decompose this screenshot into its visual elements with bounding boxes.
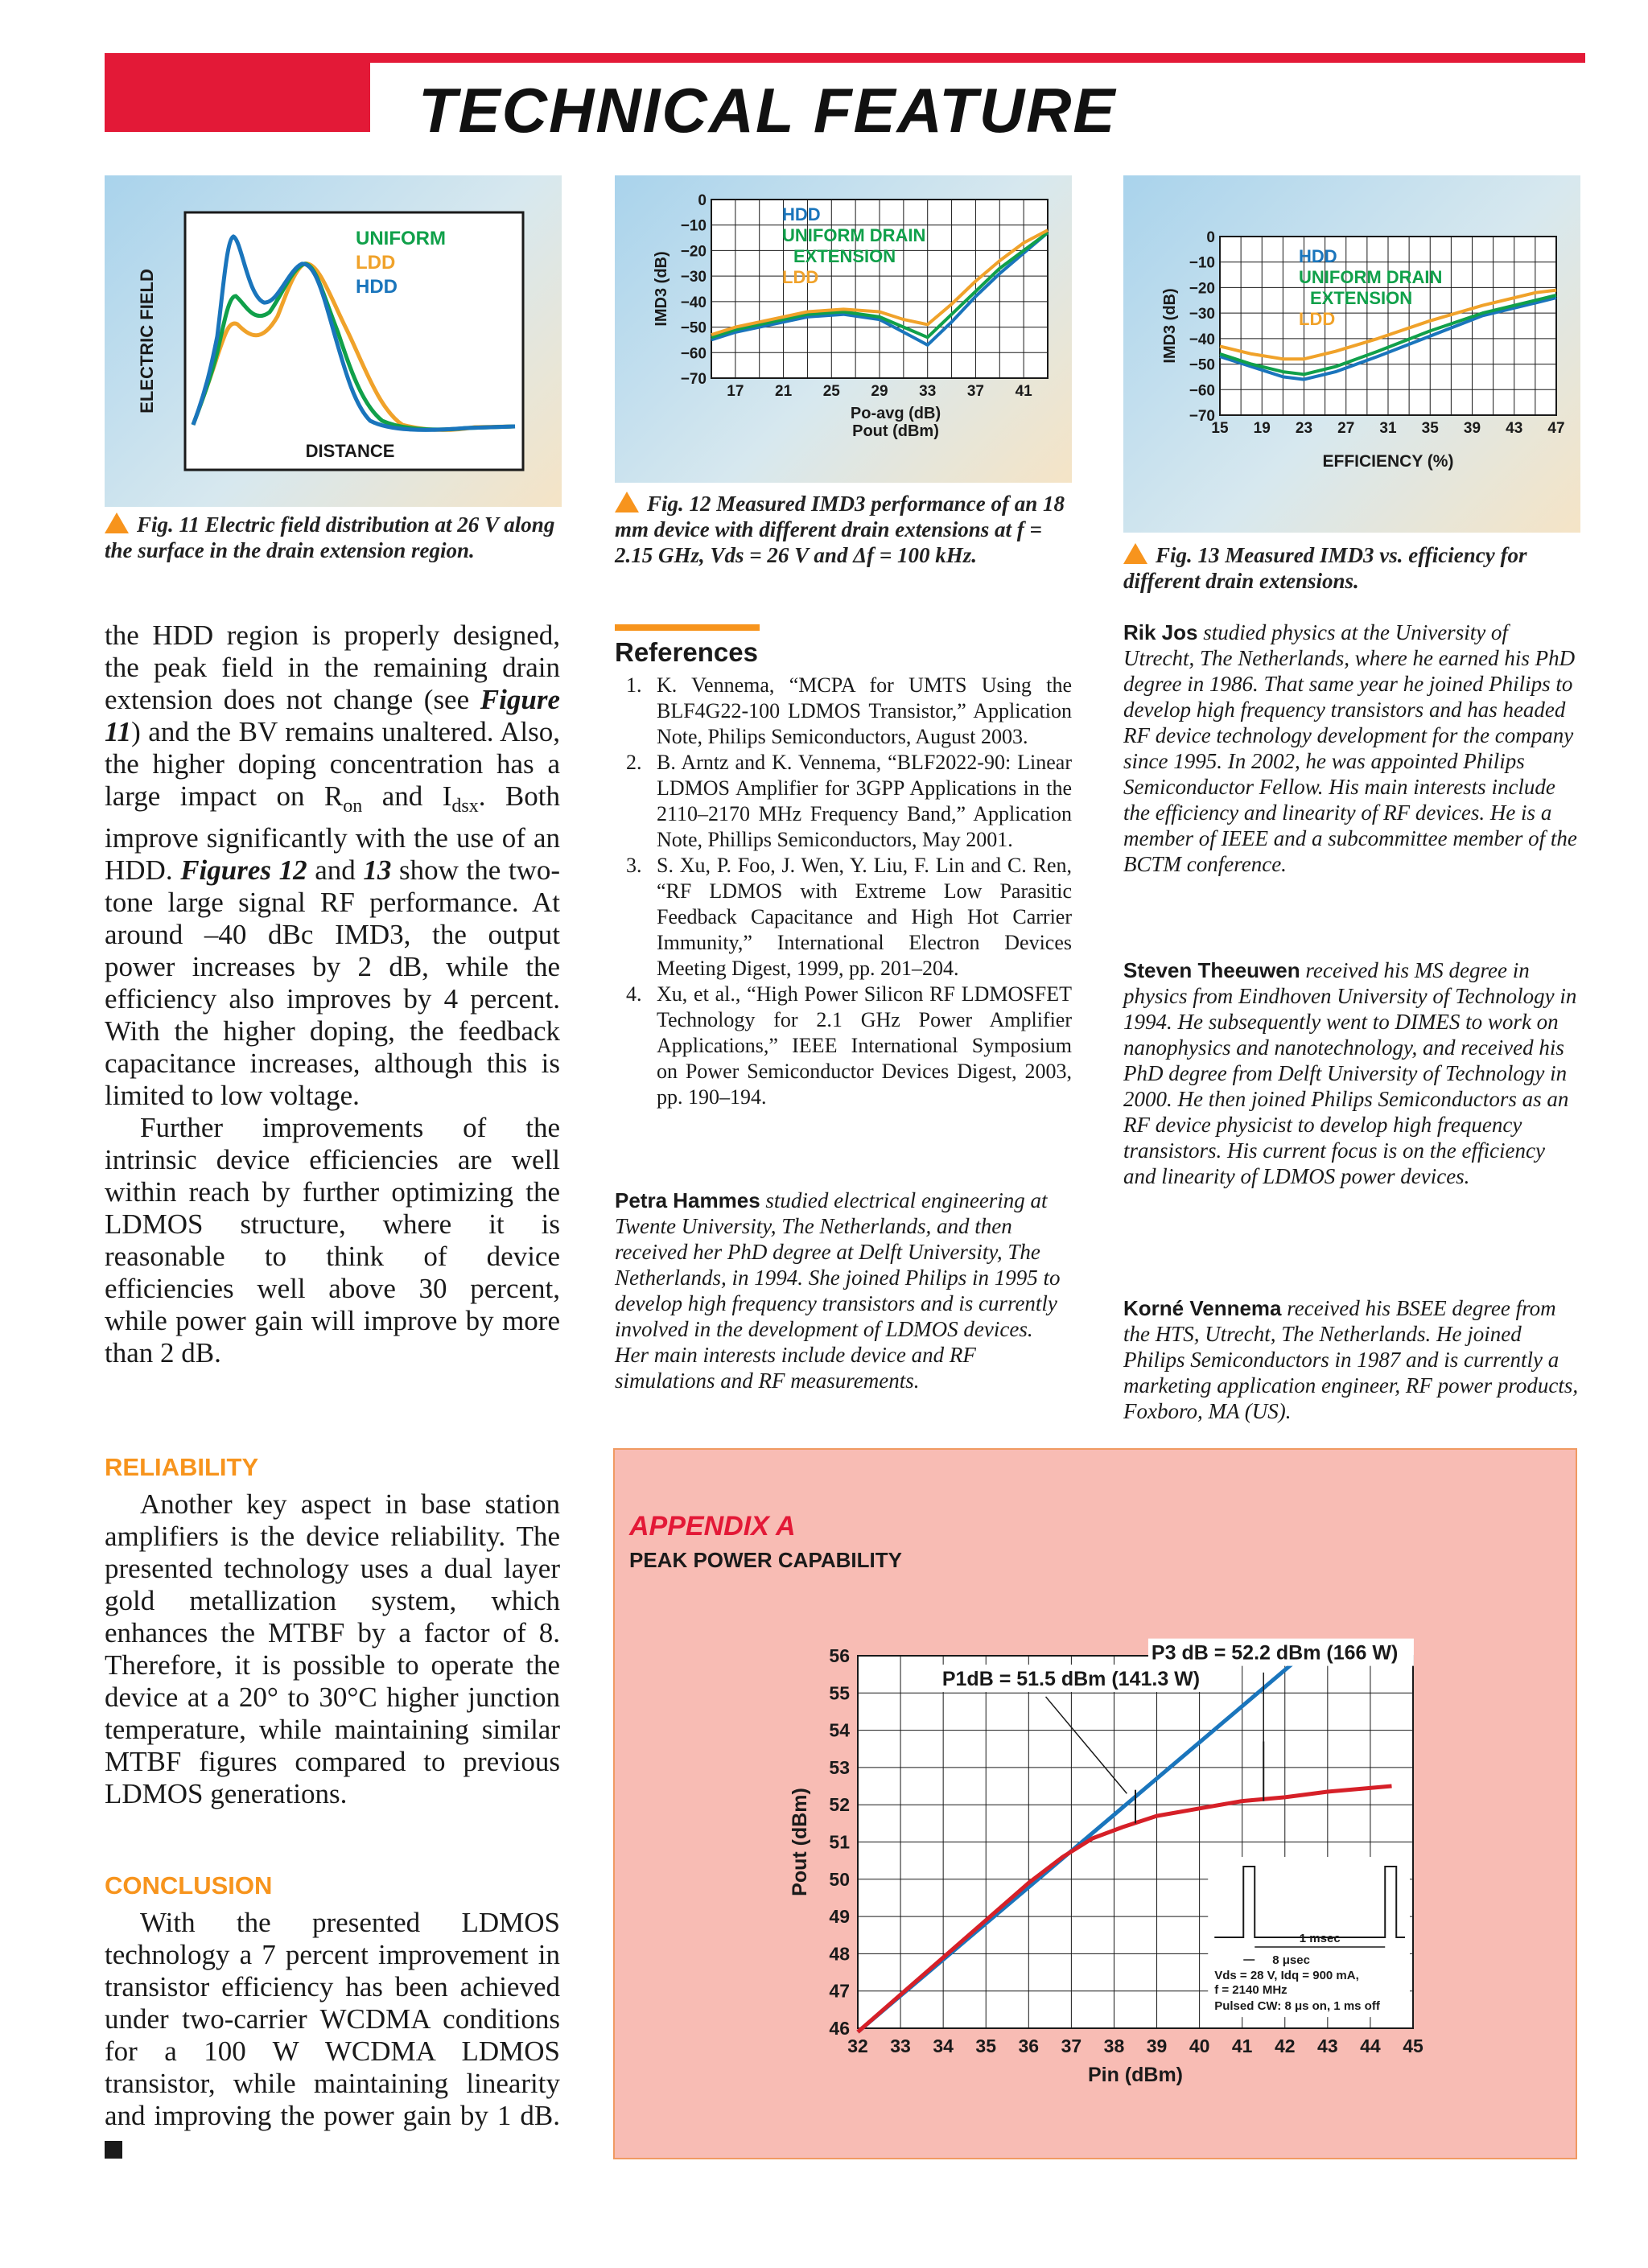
fig11-caption: Fig. 11 Electric field distribution at 26 V along the surface in the drain extension region. <box>105 512 555 562</box>
fig12-legend-label: HDD <box>782 204 821 224</box>
fig11-legend-uniform: UNIFORM <box>356 228 446 249</box>
fig12-ytick-label: −10 <box>680 217 707 235</box>
appendix-subtitle: PEAK POWER CAPABILITY <box>629 1548 902 1572</box>
paragraph: With the presented LDMOS technology a 7 percent improvement in transistor efficiency has been achieved under two-carrier WCDMA conditions for a 100 W WCDMA LDMOS transistor, while maintaining linearity and improving the power gain by 1 dB. <box>105 1907 560 2164</box>
fig13-ytick-label: −50 <box>1189 356 1215 374</box>
paragraph: Another key aspect in base station amplifiers is the device reliability. The presented technology uses a dual layer gold metallization system, which enhances the MTBF by a factor of 8. Therefore, it is possible to operate the device at a 20° to 30°C higher junction temperature, while maintaining similar MTBF figures compared to previous LDMOS generations. <box>105 1488 560 1809</box>
fig13-xtick-label: 31 <box>1379 420 1397 437</box>
bio-petra-hammes: Petra Hammes studied electrical engineering at Twente University, The Netherlands, and then received her PhD degree at Delft University, The Netherlands, in 1994. She joined Philips in 1995 to develop high frequency transistors and is currently involved in the development of LDMOS devices. Her main interests include device and RF simulations and RF measurements. <box>615 1188 1061 1393</box>
fig12-xtick-label: 41 <box>1015 383 1032 400</box>
fig12-ytick-label: −70 <box>680 371 707 388</box>
fig12-ytick-label: 0 <box>698 192 707 209</box>
appendix-ytick-label: 46 <box>829 2018 850 2039</box>
bio-korne-vennema: Korné Vennema received his BSEE degree from the HTS, Utrecht, The Netherlands. He joined Philips Semiconductors in 1987 and is currently a marketing application engineer, RF power products, Foxboro, MA (US). <box>1123 1296 1579 1423</box>
appendix-xtick-label: 36 <box>1018 2035 1040 2056</box>
fig12-xtick-label: 25 <box>822 383 840 400</box>
appendix-ytick-label: 55 <box>829 1682 850 1704</box>
section-heading-conclusion: CONCLUSION <box>105 1871 273 1900</box>
appendix-p1db-label: P1dB = 51.5 dBm (141.3 W) <box>941 1668 1201 1691</box>
appendix-ytick-label: 49 <box>829 1906 850 1928</box>
appendix-xtick-label: 41 <box>1231 2035 1253 2056</box>
appendix-ytick-label: 51 <box>829 1831 850 1853</box>
fig12-xtick-label: 33 <box>919 383 937 400</box>
fig12-xtick-label: 21 <box>775 383 793 400</box>
appendix-xtick-label: 44 <box>1360 2035 1381 2056</box>
fig12-xlabel: Po-avg (dB) <box>850 405 941 422</box>
section-heading-reliability: RELIABILITY <box>105 1453 259 1481</box>
fig12-ytick-label: −40 <box>680 294 707 311</box>
fig13-ytick-label: −40 <box>1189 331 1215 348</box>
appendix-ytick-label: 48 <box>829 1943 850 1965</box>
fig13-legend-label: HDD <box>1299 246 1337 266</box>
appendix-ytick-label: 52 <box>829 1794 850 1816</box>
appendix-xtick-label: 43 <box>1317 2035 1338 2056</box>
references-list <box>615 673 1072 1110</box>
fig13-ytick-label: −30 <box>1189 306 1215 323</box>
appendix-ytick-label: 50 <box>829 1868 850 1890</box>
fig12-ytick-label: −50 <box>680 319 707 337</box>
appendix-xtick-label: 34 <box>933 2035 954 2056</box>
body-conclusion <box>105 1907 560 2164</box>
appendix-inset-period: 1 msec <box>1299 1932 1341 1946</box>
fig13-caption: Fig. 13 Measured IMD3 vs. efficiency for different drain extensions. <box>1123 543 1527 593</box>
fig12-ylabel: IMD3 (dB) <box>653 251 670 327</box>
fig13-panel <box>1123 175 1580 533</box>
fig12-xtick-label: 29 <box>871 383 888 400</box>
appendix-xtick-label: 32 <box>847 2035 868 2056</box>
fig13-xtick-label: 47 <box>1547 420 1565 437</box>
fig13-xtick-label: 27 <box>1337 420 1355 437</box>
fig13-ytick-label: −10 <box>1189 254 1215 272</box>
reference-item: 4. Xu, et al., “High Power Silicon RF LDMOSFET Technology for 2.1 GHz Power Amplifier Applications,” IEEE International Symposium on Power Semiconductor Devices Digest, 2003, pp. 190–194. <box>626 982 1072 1109</box>
fig13-xtick-label: 19 <box>1253 420 1271 437</box>
appendix-ytick-label: 54 <box>829 1719 850 1741</box>
appendix-ylabel: Pout (dBm) <box>789 1788 811 1896</box>
appendix-ytick-label: 53 <box>829 1756 850 1778</box>
caption-triangle-icon <box>1123 543 1147 564</box>
fig13-xtick-label: 35 <box>1421 420 1439 437</box>
fig13-legend-label: LDD <box>1299 309 1336 329</box>
appendix-xtick-label: 39 <box>1146 2035 1168 2056</box>
fig13-ytick-label: −20 <box>1189 280 1215 298</box>
fig13-xtick-label: 43 <box>1506 420 1523 437</box>
fig11-panel <box>105 175 562 507</box>
appendix-xtick-label: 35 <box>975 2035 997 2056</box>
appendix-xtick-label: 38 <box>1103 2035 1125 2056</box>
appendix-xtick-label: 33 <box>890 2035 911 2056</box>
reference-item: 3. S. Xu, P. Foo, J. Wen, Y. Liu, F. Lin and C. Ren, “RF LDMOS with Extreme Low Parasitic Feedback Capacitance and High Hot Carrier Immunity,” International Electron Devices Meeting Digest, 1999, pp. 201–204. <box>626 854 1072 980</box>
fig13-ytick-label: 0 <box>1206 229 1215 246</box>
appendix-xtick-label: 40 <box>1189 2035 1210 2056</box>
fig12-legend-label: EXTENSION <box>793 246 896 266</box>
fig12-xtick-label: 17 <box>727 383 744 400</box>
appendix-ytick-label: 47 <box>829 1980 850 2002</box>
fig12-ytick-label: −20 <box>680 243 707 261</box>
fig13-xtick-label: 15 <box>1211 420 1229 437</box>
fig12-ytick-label: −30 <box>680 269 707 286</box>
fig12-xlabel: Pout (dBm) <box>852 422 939 440</box>
reference-item: 1. K. Vennema, “MCPA for UMTS Using the BLF4G22-100 LDMOS Transistor,” Application Note, Philips Semiconductors, August 2003. <box>626 673 1072 748</box>
appendix-ytick-label: 56 <box>829 1645 850 1666</box>
fig13-legend-label: EXTENSION <box>1310 288 1413 308</box>
fig13-ylabel: IMD3 (dB) <box>1161 288 1179 364</box>
caption-triangle-icon <box>105 512 129 533</box>
fig13-xtick-label: 23 <box>1295 420 1313 437</box>
fig13-ytick-label: −70 <box>1189 408 1215 425</box>
appendix-xtick-label: 45 <box>1403 2035 1423 2056</box>
fig12-legend-label: UNIFORM DRAIN <box>782 225 926 245</box>
appendix-box <box>613 1448 1577 2159</box>
fig12-ytick-label: −60 <box>680 345 707 363</box>
appendix-xtick-label: 37 <box>1061 2035 1082 2056</box>
appendix-inset-cond3: Pulsed CW: 8 μs on, 1 ms off <box>1214 1999 1380 2014</box>
paragraph: Further improvements of the intrinsic device efficiencies are well within reach by further optimizing the LDMOS structure, where it is reasonable to think of device efficiencies well above 30 percent, while power gain will improve by more than 2 dB. <box>105 1112 560 1369</box>
fig12-legend-label: LDD <box>782 267 819 287</box>
fig13-legend-label: UNIFORM DRAIN <box>1299 267 1443 287</box>
references-heading: References <box>615 637 758 667</box>
fig12-xtick-label: 37 <box>966 383 984 400</box>
references-rule <box>615 624 760 631</box>
fig11-chart <box>105 175 562 507</box>
fig11-ylabel: ELECTRIC FIELD <box>137 269 157 414</box>
appendix-title: APPENDIX A <box>629 1511 796 1541</box>
bio-steven-theeuwen: Steven Theeuwen received his MS degree in physics from Eindhoven University of Technology in 1994. He subsequently went to DIMES to work on nanophysics and nanotechnology, and received his PhD degree from Delft University of Technology in 2000. He then joined Philips Semiconductors as an RF device physicist to develop high frequency transistors. His current focus is on the efficiency and linearity of LDMOS power devices. <box>1123 958 1577 1188</box>
fig12-panel <box>615 175 1072 483</box>
fig12-chart <box>615 175 1072 483</box>
appendix-inset-cond2: f = 2140 MHz <box>1214 1983 1288 1998</box>
appendix-p3db-label: P3 dB = 52.2 dBm (166 W) <box>1151 1641 1399 1665</box>
fig13-xlabel: EFFICIENCY (%) <box>1322 452 1454 471</box>
appendix-xtick-label: 42 <box>1274 2035 1296 2056</box>
reference-item: 2. B. Arntz and K. Vennema, “BLF2022-90: Linear LDMOS Amplifier for 3GPP Applications in the 2110–2170 MHz Frequency Band,” Application Note, Phillips Semiconductors, May 2001. <box>626 751 1072 851</box>
fig11-legend-ldd: LDD <box>356 252 396 274</box>
body-column-left <box>105 619 560 1369</box>
body-reliability <box>105 1488 560 1810</box>
header-block <box>105 53 370 132</box>
appendix-chart <box>615 1450 1579 2161</box>
fig13-chart <box>1123 175 1580 533</box>
fig13-ytick-label: −60 <box>1189 382 1215 400</box>
fig12-caption: Fig. 12 Measured IMD3 performance of an 18 mm device with different drain extensions at f = 2.15 GHz, Vds = 26 V and Δf = 100 kHz. <box>615 492 1065 567</box>
fig13-xtick-label: 39 <box>1463 420 1481 437</box>
appendix-inset-cond1: Vds = 28 V, Idq = 900 mA, <box>1214 1969 1359 1983</box>
page-title: TECHNICAL FEATURE <box>418 75 1117 146</box>
appendix-xlabel: Pin (dBm) <box>1087 2064 1184 2086</box>
fig11-legend-hdd: HDD <box>356 276 398 298</box>
end-mark-icon <box>105 2141 122 2159</box>
fig11-xlabel: DISTANCE <box>305 441 395 461</box>
bio-rik-jos: Rik Jos studied physics at the University of Utrecht, The Netherlands, where he earned his PhD degree in 1986. That same year he joined Philips to develop high frequency transistors and has headed RF device technology development for the company since 1995. In 2002, he was appointed Philips Semiconductor Fellow. His main interests include the efficiency and linearity of RF devices. He is a member of IEEE and a subcommittee member of the BCTM conference. <box>1123 620 1577 876</box>
caption-triangle-icon <box>615 492 639 512</box>
paragraph: the HDD region is properly designed, the peak field in the remaining drain extension does not change (see Figure 11) and the BV remains unaltered. Also, the higher doping concentration has a large impact on $R_{on}$ and $I_{dsx}$. Both improve significantly with the use of an HDD. Figures 12 and 13 show the two-tone large signal RF performance. At around –40 dBc IMD3, the output power increases by 2 dB, while the efficiency also improves by 4 percent. With the higher doping, the feedback capacitance increases, although this is limited to low voltage. <box>105 619 560 1111</box>
appendix-inset-pulse-label: 8 μsec <box>1272 1953 1310 1968</box>
